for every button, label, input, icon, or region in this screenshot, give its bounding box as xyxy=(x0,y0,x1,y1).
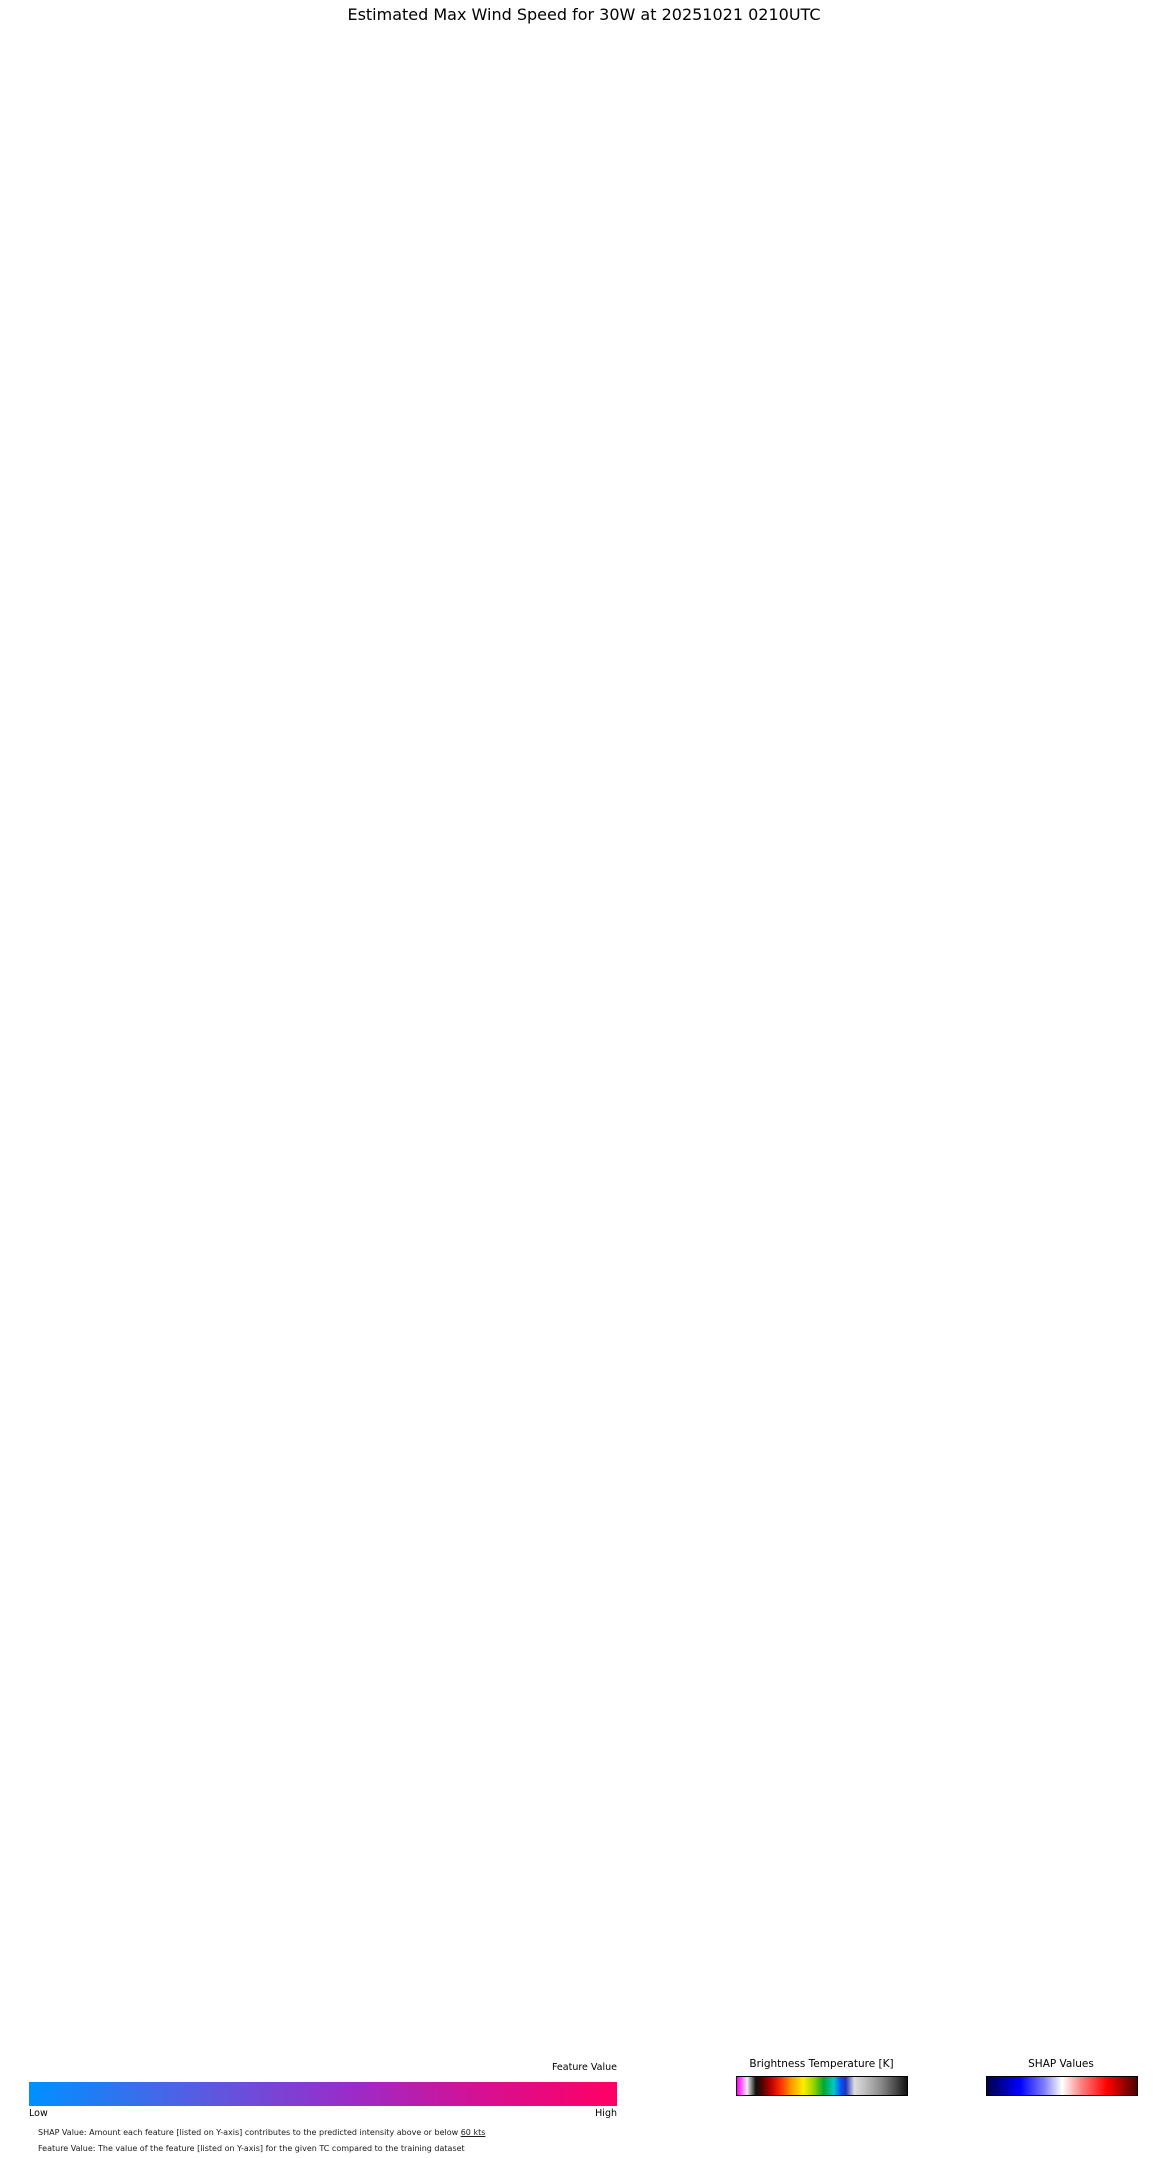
bt-colorbar-ticks xyxy=(736,2100,908,2114)
bt-colorbar-title: Brightness Temperature [K] xyxy=(749,2058,894,2070)
shap-colorbar-title: SHAP Values xyxy=(1028,2058,1094,2070)
footnote-threshold: 60 kts xyxy=(460,2128,486,2137)
bt-colorbar xyxy=(736,2076,908,2096)
shap-colorbar xyxy=(986,2076,1138,2096)
footnote-feature-value: Feature Value: The value of the feature [listed on Y-axis] for the given TC compared to the training dataset xyxy=(38,2144,465,2153)
feature-value-colorbar xyxy=(29,2082,617,2106)
footnote-shap-value-text: SHAP Value: Amount each feature [listed on Y-axis] contributes to the predicted intensity above or below xyxy=(38,2128,461,2137)
shap-colorbar-ticks xyxy=(986,2100,1138,2116)
feature-value-low-label: Low xyxy=(29,2108,48,2119)
feature-value-colorbar-title: Feature Value xyxy=(551,2062,617,2073)
main-title: Estimated Max Wind Speed for 30W at 20251021 0210UTC xyxy=(347,5,821,24)
feature-value-high-label: High xyxy=(595,2108,617,2119)
footnote-shap-value xyxy=(38,2128,485,2137)
